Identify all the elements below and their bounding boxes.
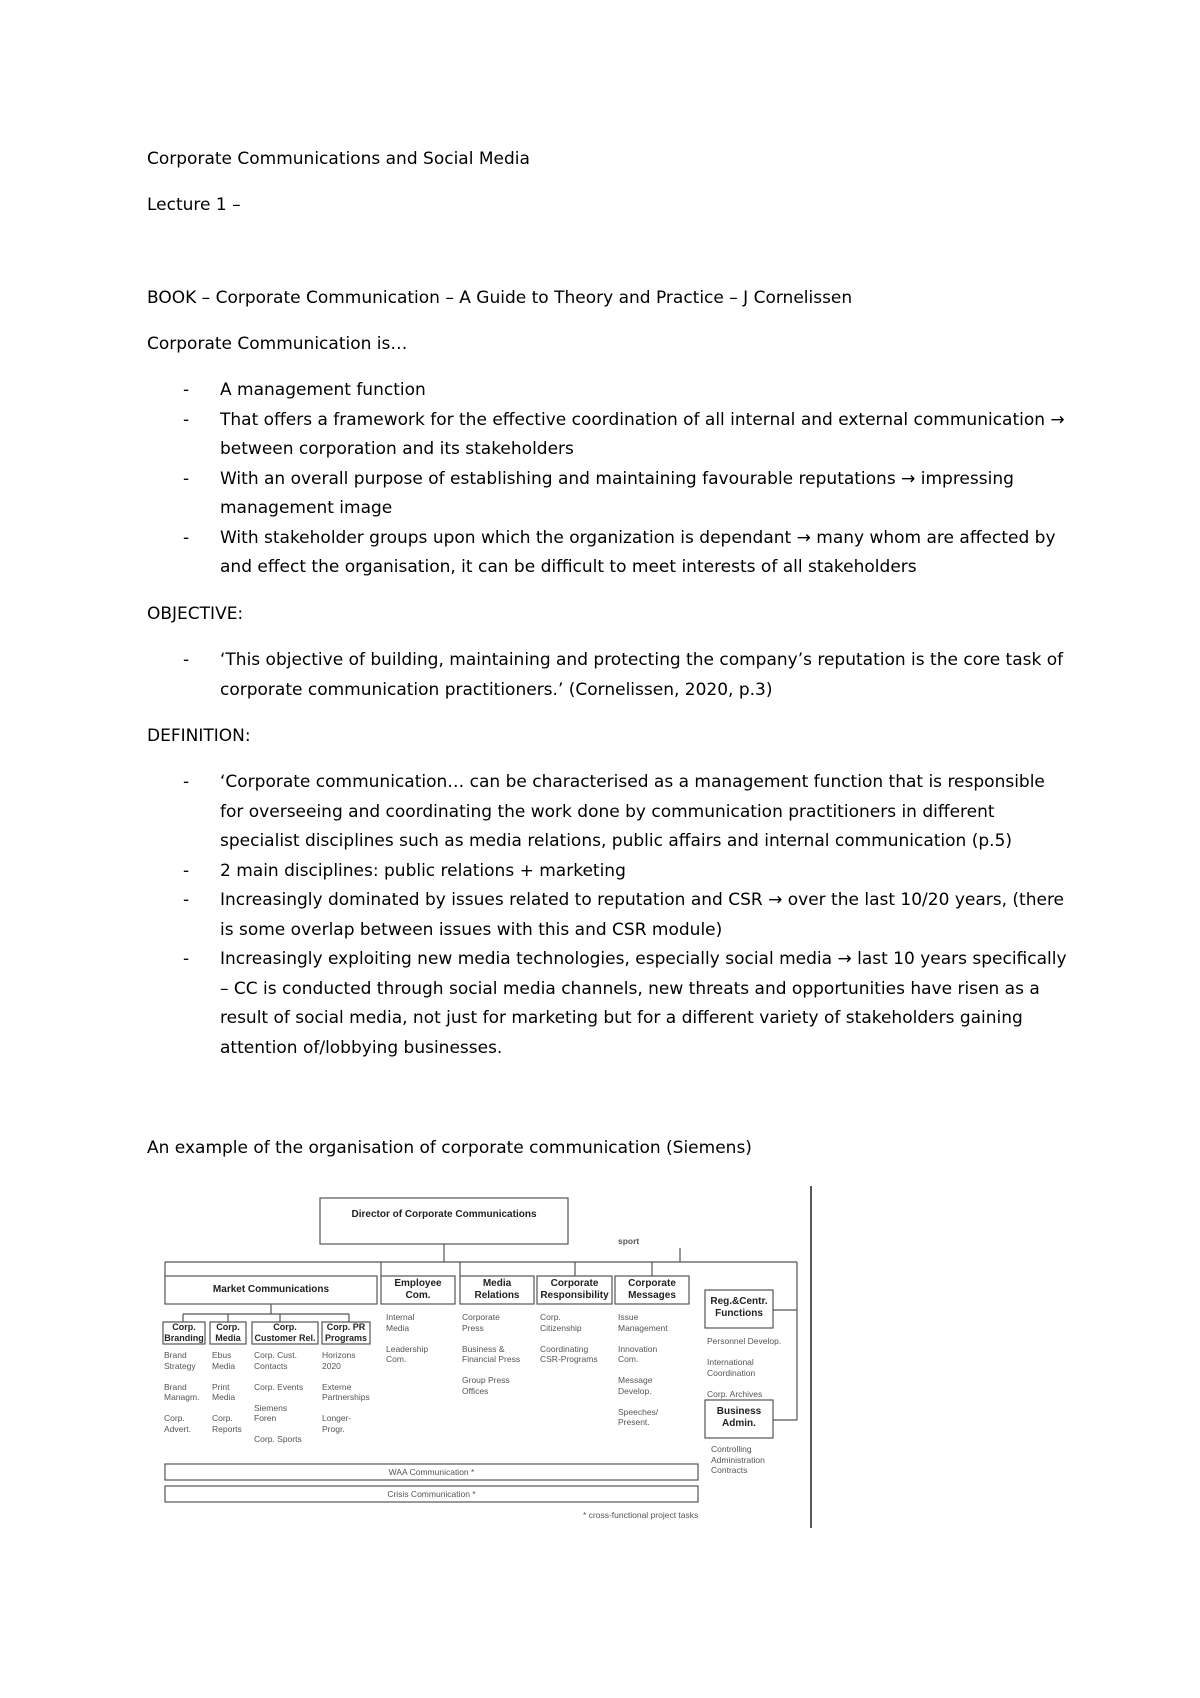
reg-functions-box: Reg.&Centr. Functions	[710, 1296, 768, 1319]
document-title: Corporate Communications and Social Media	[147, 149, 530, 169]
dept-items-responsibility: Corp. Citizenship Coordinating CSR-Programs	[540, 1312, 598, 1364]
dept-corporate-responsibility: Corporate Responsibility	[540, 1278, 609, 1301]
director-box: Director of Corporate Communications	[351, 1209, 537, 1220]
dept-employee-com: Employee Com.	[394, 1278, 442, 1301]
book-reference: BOOK – Corporate Communication – A Guide to Theory and Practice – J Cornelissen	[147, 288, 853, 308]
reg-items: Personnel Develop. International Coordination Corp. Archives	[707, 1336, 782, 1399]
sub-corp-branding: Corp. Branding	[164, 1322, 204, 1343]
list-item: - With an overall purpose of establishing and maintaining favourable reputations → impressing management image	[183, 468, 1014, 518]
example-caption: An example of the organisation of corporate communication (Siemens)	[147, 1138, 752, 1158]
list-item: - Increasingly exploiting new media technologies, especially social media → last 10 years specifically – CC is conducted through social media channels, new threats and opportunities have risen as a result of social media, not just for marketing but for a different variety of stakeholders gaining attention of/lobbying businesses.	[183, 949, 1067, 1058]
cc-is-list	[147, 376, 1067, 583]
dept-corporate-messages: Corporate Messages	[628, 1278, 676, 1301]
list-item: - ‘Corporate communication… can be characterised as a management function that is responsible for overseeing and coordinating the work done by communication practitioners in different specialist disciplines such as media relations, public affairs and internal communication (p.5)	[183, 772, 1045, 851]
sub-items-branding: Brand Strategy Brand Managm. Corp. Advert.	[164, 1350, 200, 1434]
sub-corp-pr-programs: Corp. PR Programs	[324, 1322, 368, 1343]
cc-is-heading: Corporate Communication is…	[147, 334, 408, 354]
list-item: - That offers a framework for the effective coordination of all internal and external communication → between corporation and its stakeholders	[183, 409, 1065, 459]
sub-corp-media: Corp. Media	[215, 1322, 241, 1343]
bar-crisis: Crisis Communication *	[387, 1489, 476, 1499]
chart-footnote: * cross-functional project tasks	[583, 1510, 699, 1520]
list-item: - Increasingly dominated by issues related to reputation and CSR → over the last 10/20 years, (there is some overlap between issues with this and CSR module)	[183, 890, 1065, 940]
lecture-label: Lecture 1 –	[147, 195, 241, 215]
list-item: - 2 main disciplines: public relations + marketing	[183, 860, 626, 881]
definition-heading: DEFINITION:	[147, 726, 251, 746]
admin-items: Controlling Administration Contracts	[711, 1444, 765, 1475]
list-item: - ‘This objective of building, maintaining and protecting the company’s reputation is the core task of corporate communication practitioners.’ (Cornelissen, 2020, p.3)	[183, 650, 1064, 700]
bar-waa: WAA Communication *	[388, 1467, 475, 1477]
market-comms-box: Market Communications	[212, 1284, 330, 1295]
list-item: - With stakeholder groups upon which the organization is dependant → many whom are affected by and effect the organisation, it can be difficult to meet interests of all stakeholders	[183, 527, 1056, 577]
sport-label: sport	[618, 1236, 640, 1246]
sub-corp-customer-rel: Corp. Customer Rel.	[254, 1322, 316, 1343]
sub-items-pr: Horizons 2020 Externe Partnerships Longer- Progr.	[322, 1350, 370, 1434]
sub-items-media: Ebus Media Print Media Corp. Reports	[212, 1350, 242, 1434]
sub-items-customer: Corp. Cust. Contacts Corp. Events Siemens Foren Corp. Sports	[254, 1350, 304, 1444]
dept-items-employee: Internal Media Leadership Com.	[386, 1312, 429, 1364]
list-item: - A management function	[183, 380, 426, 400]
definition-list	[147, 768, 1067, 1063]
objective-heading: OBJECTIVE:	[147, 604, 244, 624]
objective-list	[147, 646, 1067, 705]
business-admin-box: Business Admin.	[716, 1406, 762, 1429]
dept-items-media: Corporate Press Business & Financial Press Group Press Offices	[462, 1312, 521, 1396]
dept-media-relations: Media Relations	[474, 1278, 520, 1301]
dept-items-messages: Issue Management Innovation Com. Message Develop. Speeches/ Present.	[618, 1312, 668, 1427]
